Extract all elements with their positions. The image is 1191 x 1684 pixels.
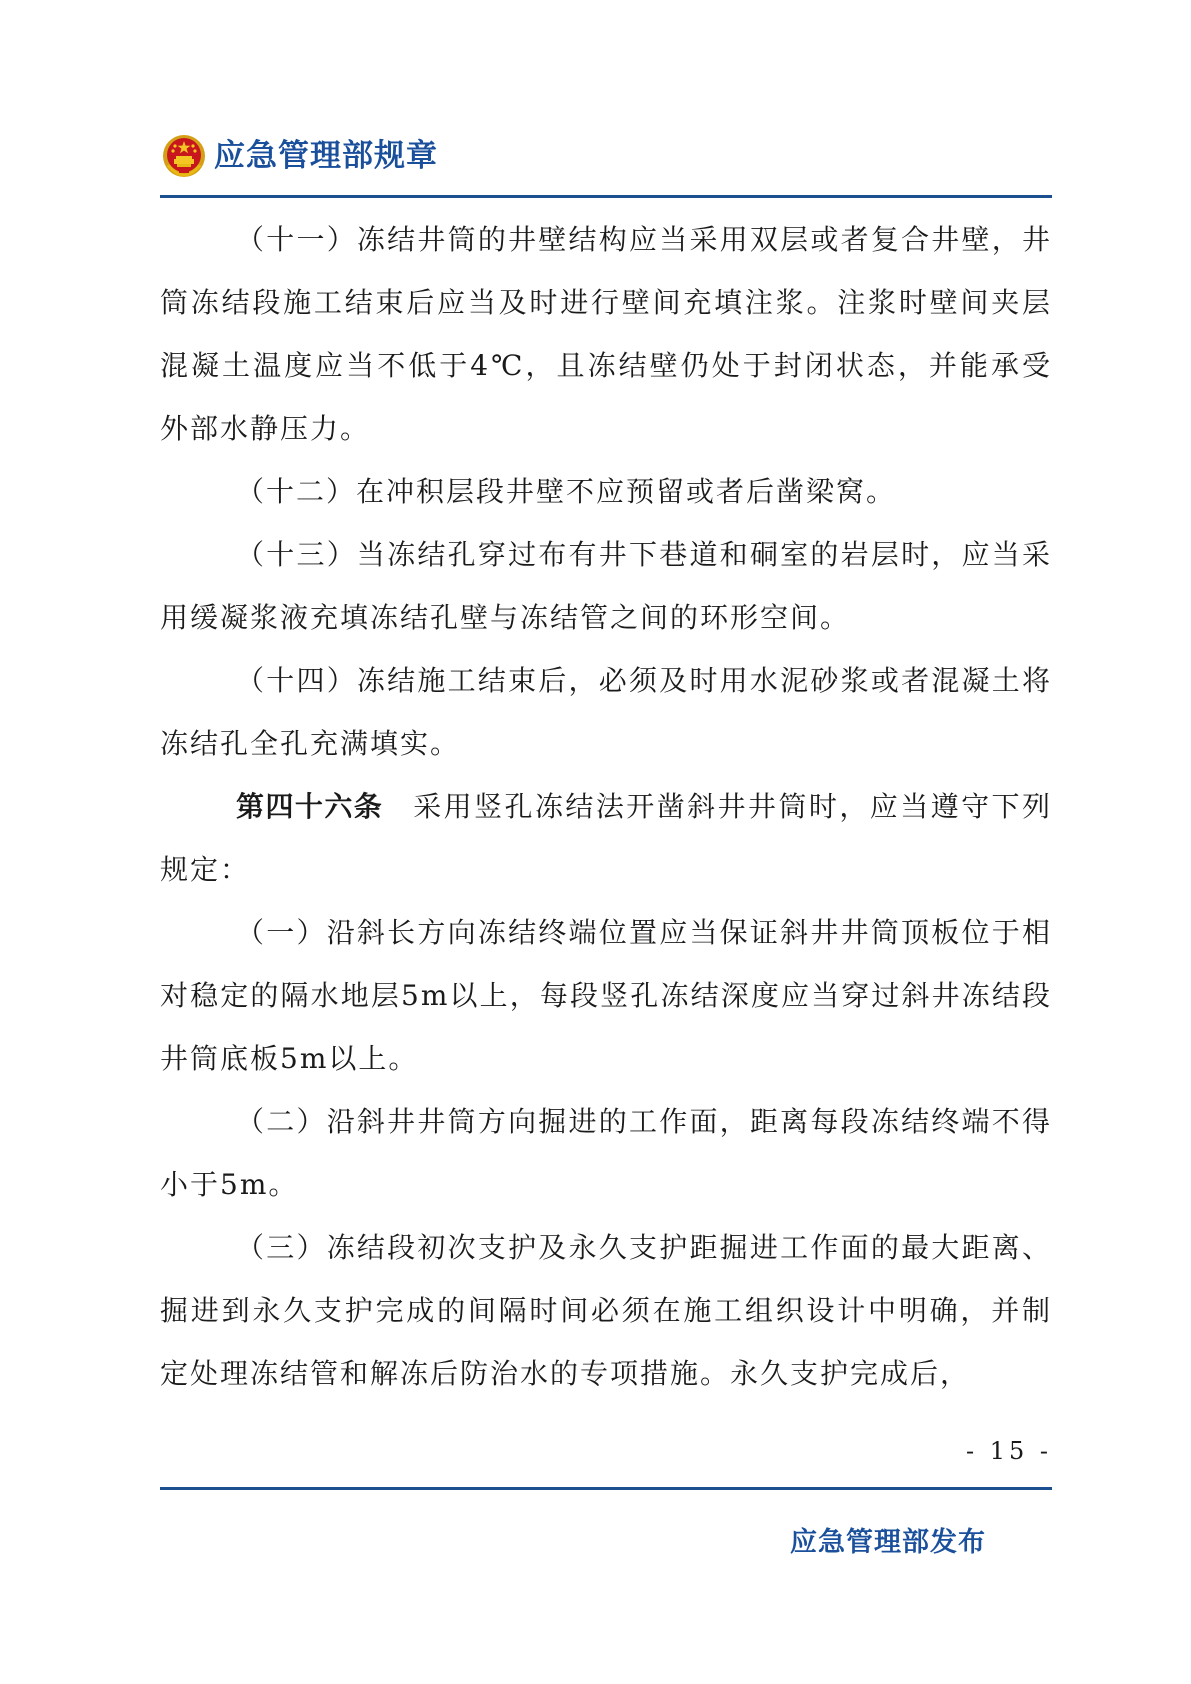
header-divider (160, 195, 1052, 198)
paragraph: （十二）在冲积层段井壁不应预留或者后凿梁窝。 (236, 475, 897, 508)
paragraph: （三）冻结段初次支护及永久支护距掘进工作面的最大距离、掘进到永久支护完成的间隔时间必须在施工组织设计中明确，并制定处理冻结管和解冻后防治水的专项措施。永久支护完成后， (160, 1231, 1052, 1390)
national-emblem-icon (162, 134, 206, 178)
paragraph: （十四）冻结施工结束后，必须及时用水泥砂浆或者混凝土将冻结孔全孔充满填实。 (160, 664, 1052, 760)
document-body (160, 208, 1052, 1405)
footer-publisher: 应急管理部发布 (790, 1527, 986, 1558)
paragraph: （一）沿斜长方向冻结终端位置应当保证斜井井筒顶板位于相对稳定的隔水地层5m以上，每段竖孔冻结深度应当穿过斜井冻结段井筒底板5m以上。 (160, 916, 1052, 1075)
paragraph: （十三）当冻结孔穿过布有井下巷道和硐室的岩层时，应当采用缓凝浆液充填冻结孔壁与冻结管之间的环形空间。 (160, 538, 1052, 634)
article-text: 采用竖孔冻结法开凿斜井井筒时，应当遵守下列规定： (160, 790, 1052, 886)
paragraph: （十一）冻结井筒的井壁结构应当采用双层或者复合井壁，井筒冻结段施工结束后应当及时进行壁间充填注浆。注浆时壁间夹层混凝土温度应当不低于4℃，且冻结壁仍处于封闭状态，并能承受外部水静压力。 (160, 223, 1052, 445)
paragraph: （二）沿斜井井筒方向掘进的工作面，距离每段冻结终端不得小于5m。 (160, 1105, 1052, 1201)
header-title: 应急管理部规章 (214, 137, 438, 174)
article-paragraph (160, 775, 1052, 901)
page-header (162, 128, 438, 184)
footer-divider (160, 1487, 1052, 1490)
article-number: 第四十六条 (236, 790, 384, 823)
page-number: - 15 - (965, 1437, 1052, 1465)
